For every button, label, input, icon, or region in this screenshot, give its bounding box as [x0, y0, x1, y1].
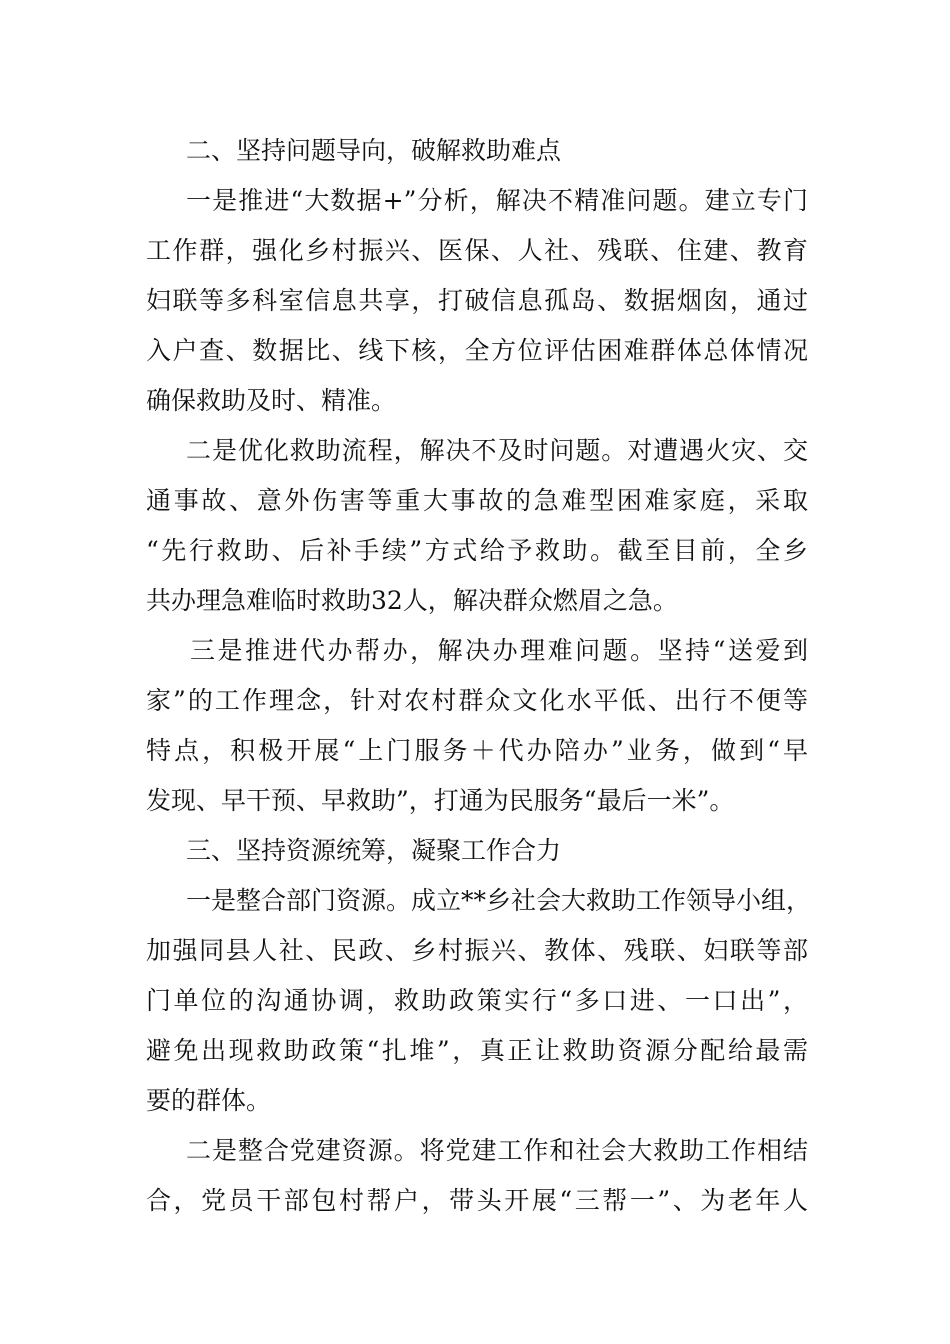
paragraph-line: 要的群体。	[146, 1086, 272, 1115]
paragraph-line: 门单位的沟通协调，救助政策实行“多口进、一口出”，	[146, 986, 808, 1015]
paragraph-line: 共办理急难临时救助32人，解决群众燃眉之急。	[146, 586, 678, 615]
paragraph-line: 二是整合党建资源。将党建工作和社会大救助工作相结	[186, 1136, 808, 1165]
paragraph-line: 特点，积极开展“上门服务＋代办陪办”业务，做到“早	[146, 736, 808, 765]
paragraph-line: 发现、早干预、早救助”，打通为民服务“最后一米”。	[146, 786, 735, 815]
paragraph-line: 工作群，强化乡村振兴、医保、人社、残联、住建、教育	[146, 236, 808, 265]
section-heading-2: 二、坚持问题导向，破解救助难点	[186, 136, 562, 165]
paragraph-line: 妇联等多科室信息共享，打破信息孤岛、数据烟囱，通过	[146, 286, 808, 315]
paragraph-line: “先行救助、后补手续”方式给予救助。截至目前，全乡	[146, 536, 808, 565]
paragraph-line: 二是优化救助流程，解决不及时问题。对遭遇火灾、交	[186, 436, 808, 465]
paragraph-line: 避免出现救助政策“扎堆”，真正让救助资源分配给最需	[146, 1036, 808, 1065]
paragraph-line: 一是整合部门资源。成立**乡社会大救助工作领导小组，	[186, 886, 812, 915]
paragraph-line: 入户查、数据比、线下核，全方位评估困难群体总体情况	[146, 336, 808, 365]
paragraph-line: 家”的工作理念，针对农村群众文化水平低、出行不便等	[146, 686, 808, 715]
paragraph-line: 三是推进代办帮办，解决办理难问题。坚持“送爱到	[190, 636, 808, 665]
section-heading-3: 三、坚持资源统筹，凝聚工作合力	[186, 836, 562, 865]
paragraph-line: 通事故、意外伤害等重大事故的急难型困难家庭，采取	[146, 486, 808, 515]
paragraph-line: 加强同县人社、民政、乡村振兴、教体、残联、妇联等部	[146, 936, 808, 965]
paragraph-line: 确保救助及时、精准。	[146, 386, 397, 415]
paragraph-line: 合，党员干部包村帮户，带头开展“三帮一”、为老年人	[146, 1186, 808, 1215]
paragraph-line: 一是推进“大数据+”分析，解决不精准问题。建立专门	[186, 186, 808, 215]
